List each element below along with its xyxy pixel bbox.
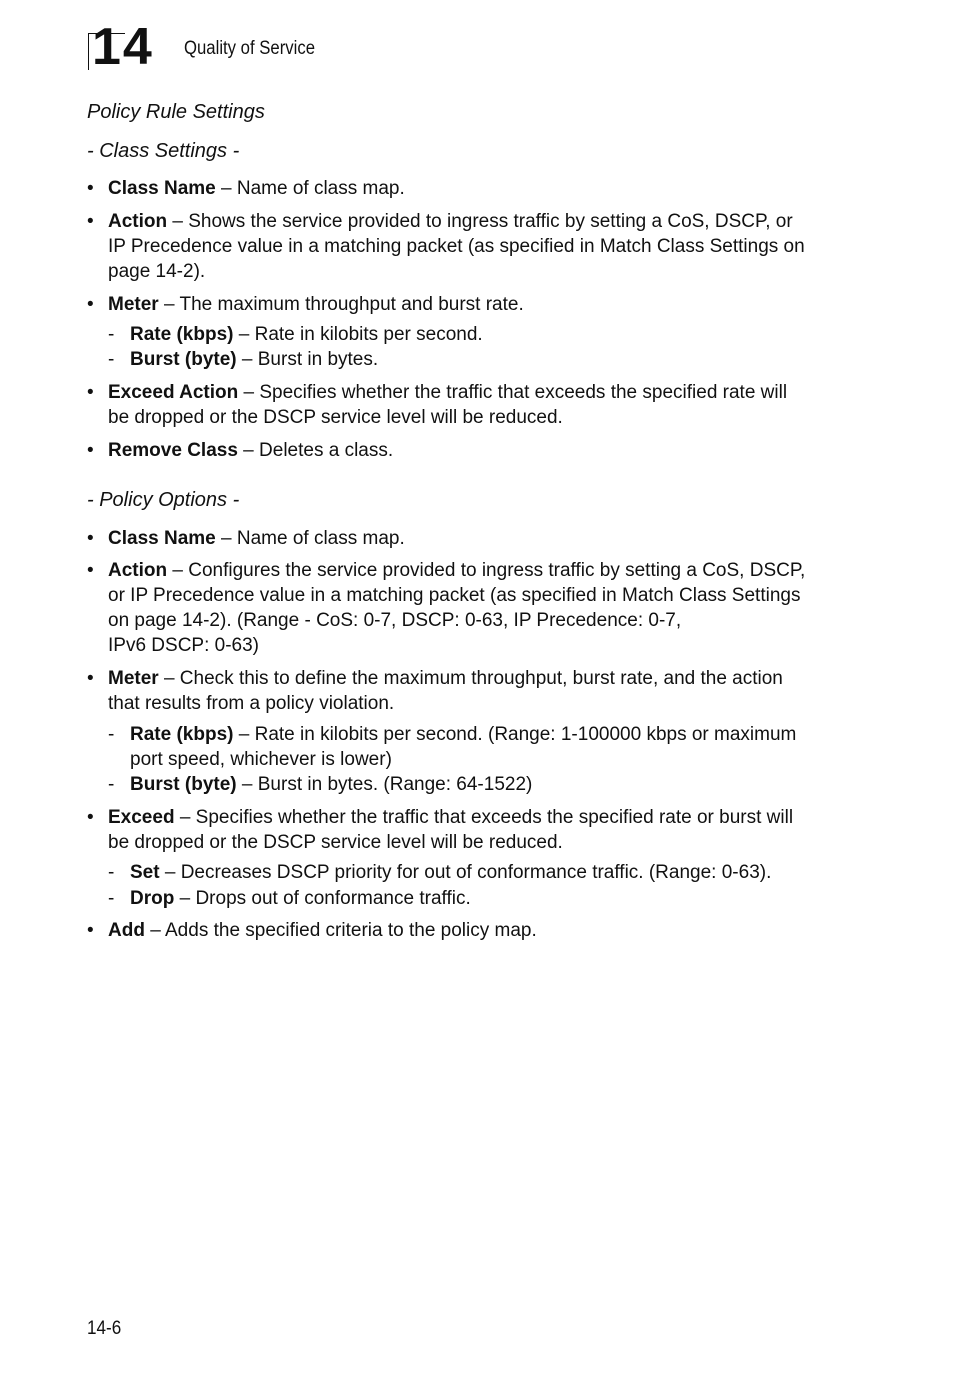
description-line: be dropped or the DSCP service level will be reduced. bbox=[108, 832, 563, 853]
term: Rate (kbps) bbox=[130, 724, 234, 745]
class-settings-heading: - Class Settings - bbox=[87, 140, 240, 162]
description-line: port speed, whichever is lower) bbox=[130, 749, 392, 770]
bullet-glyph: • bbox=[87, 560, 94, 581]
term: Burst (byte) bbox=[130, 774, 237, 795]
description-line: – Rate in kilobits per second. bbox=[233, 324, 483, 345]
bullet-glyph: • bbox=[87, 211, 94, 232]
bullet-glyph: • bbox=[87, 440, 94, 461]
section-title: Policy Rule Settings bbox=[87, 101, 265, 123]
term: Exceed Action bbox=[108, 382, 239, 403]
bullet-glyph: • bbox=[87, 920, 94, 941]
term: Meter bbox=[108, 294, 159, 315]
term: Action bbox=[108, 560, 168, 581]
bullet-glyph: • bbox=[87, 382, 94, 403]
dash-glyph: - bbox=[108, 349, 115, 370]
chapter-title: Quality of Service bbox=[184, 38, 316, 59]
term: Class Name bbox=[108, 178, 216, 199]
term: Class Name bbox=[108, 528, 216, 549]
bullet-glyph: • bbox=[87, 528, 94, 549]
description-line: – Name of class map. bbox=[215, 178, 405, 199]
description-line: – Rate in kilobits per second. (Range: 1-100000 kbps or maximum bbox=[233, 724, 797, 745]
dash-glyph: - bbox=[108, 324, 115, 345]
term: Set bbox=[130, 862, 160, 883]
description-line: – Shows the service provided to ingress traffic by setting a CoS, DSCP, or bbox=[167, 211, 793, 232]
description-line: or IP Precedence value in a matching packet (as specified in Match Class Settings bbox=[108, 585, 801, 606]
chapter-number: 14 bbox=[92, 18, 154, 76]
description-line: on page 14-2). (Range - CoS: 0-7, DSCP: 0-63, IP Precedence: 0-7, bbox=[108, 610, 682, 631]
bullet-glyph: • bbox=[87, 807, 94, 828]
term: Exceed bbox=[108, 807, 175, 828]
description-line: IP Precedence value in a matching packet (as specified in Match Class Settings on bbox=[108, 236, 805, 257]
description-line: – Burst in bytes. bbox=[236, 349, 379, 370]
description-line: – Adds the specified criteria to the policy map. bbox=[144, 920, 537, 941]
dash-glyph: - bbox=[108, 724, 115, 745]
bullet-glyph: • bbox=[87, 178, 94, 199]
description-line: – Name of class map. bbox=[215, 528, 405, 549]
description-line: – The maximum throughput and burst rate. bbox=[158, 294, 524, 315]
term: Drop bbox=[130, 888, 175, 909]
description-line: that results from a policy violation. bbox=[108, 693, 395, 714]
term: Burst (byte) bbox=[130, 349, 237, 370]
description-line: – Check this to define the maximum throughput, burst rate, and the action bbox=[158, 668, 783, 689]
description-line: – Drops out of conformance traffic. bbox=[174, 888, 471, 909]
bullet-glyph: • bbox=[87, 294, 94, 315]
dash-glyph: - bbox=[108, 862, 115, 883]
description-line: – Configures the service provided to ingress traffic by setting a CoS, DSCP, bbox=[167, 560, 806, 581]
page-number: 14-6 bbox=[87, 1318, 122, 1339]
description-line: page 14-2). bbox=[108, 261, 206, 282]
term: Rate (kbps) bbox=[130, 324, 234, 345]
term: Add bbox=[108, 920, 145, 941]
dash-glyph: - bbox=[108, 774, 115, 795]
description-line: – Burst in bytes. (Range: 64-1522) bbox=[236, 774, 533, 795]
description-line: – Specifies whether the traffic that exceeds the specified rate or burst will bbox=[174, 807, 794, 828]
description-line: be dropped or the DSCP service level will be reduced. bbox=[108, 407, 563, 428]
term: Remove Class bbox=[108, 440, 238, 461]
term: Meter bbox=[108, 668, 159, 689]
description-line: IPv6 DSCP: 0-63) bbox=[108, 635, 259, 656]
description-line: – Deletes a class. bbox=[237, 440, 394, 461]
bullet-glyph: • bbox=[87, 668, 94, 689]
description-line: – Decreases DSCP priority for out of conformance traffic. (Range: 0-63). bbox=[159, 862, 772, 883]
dash-glyph: - bbox=[108, 888, 115, 909]
term: Action bbox=[108, 211, 168, 232]
description-line: – Specifies whether the traffic that exceeds the specified rate will bbox=[238, 382, 788, 403]
policy-options-heading: - Policy Options - bbox=[87, 489, 240, 511]
